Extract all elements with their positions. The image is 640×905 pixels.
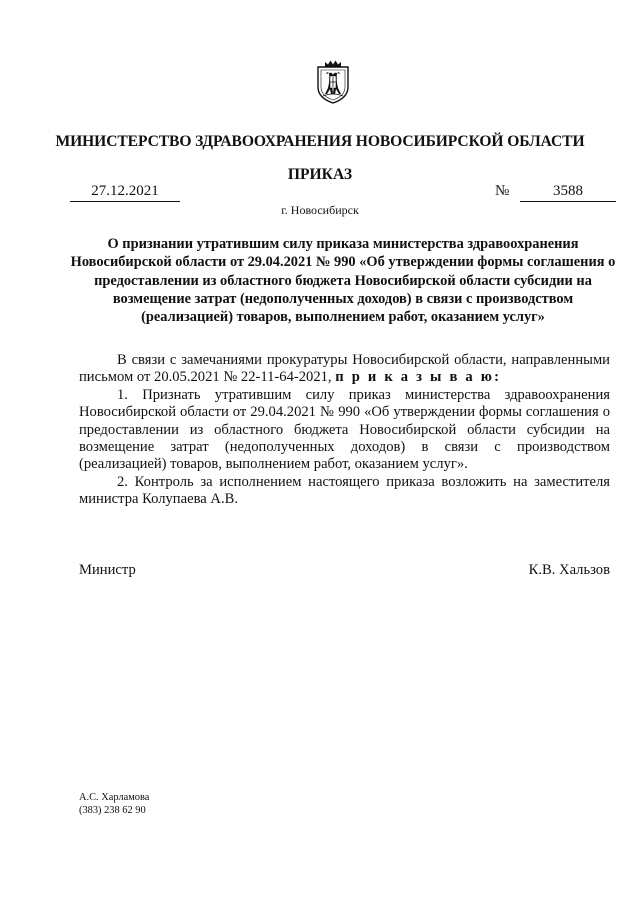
order-body bbox=[79, 352, 610, 509]
item-2: 2. Контроль за исполнением настоящего приказа возложить на заместителя министра Колупаева А.В. bbox=[79, 473, 610, 508]
city: г. Новосибирск bbox=[281, 203, 359, 217]
order-subject: О признании утратившим силу приказа министерства здравоохранения Новосибирской области от 29.04.2021 № 990 «Об утверждении формы соглашения о предоставлении из областного бюджета Новосибирской области субсидии на возмещение затрат (недополученных доходов) в связи с производством (реализацией) товаров, выполнением работ, оказанием услуг» bbox=[70, 236, 616, 326]
ministry-name: МИНИСТЕРСТВО ЗДРАВООХРАНЕНИЯ НОВОСИБИРСКОЙ ОБЛАСТИ bbox=[55, 133, 585, 150]
coat-of-arms-icon bbox=[315, 58, 351, 104]
executor-info bbox=[79, 792, 149, 817]
order-word: п р и к а з ы в а ю: bbox=[335, 369, 502, 386]
order-number: 3588 bbox=[520, 183, 616, 202]
preamble-paragraph bbox=[79, 352, 610, 387]
signer-title: Министр bbox=[79, 562, 136, 578]
executor-phone: (383) 238 62 90 bbox=[79, 804, 146, 816]
signer-name: К.В. Хальзов bbox=[528, 562, 610, 578]
executor-name: А.С. Харламова bbox=[79, 792, 150, 803]
order-date: 27.12.2021 bbox=[70, 183, 180, 202]
preamble-text: В связи с замечаниями прокуратуры Новосибирской области, направленными письмом от 20.05.2021 № 22-11-64-2021, bbox=[79, 352, 610, 386]
item-1: 1. Признать утратившим силу приказ министерства здравоохранения Новосибирской области от 29.04.2021 № 990 «Об утверждении формы соглашения о предоставлении из областного бюджета Новосибирской области субсидии на возмещение затрат (недополученных доходов) в связи с производством (реализацией) товаров, выполнением работ, оказанием услуг». bbox=[79, 386, 610, 473]
number-sign: № bbox=[495, 183, 510, 199]
document-type: ПРИКАЗ bbox=[287, 166, 353, 183]
